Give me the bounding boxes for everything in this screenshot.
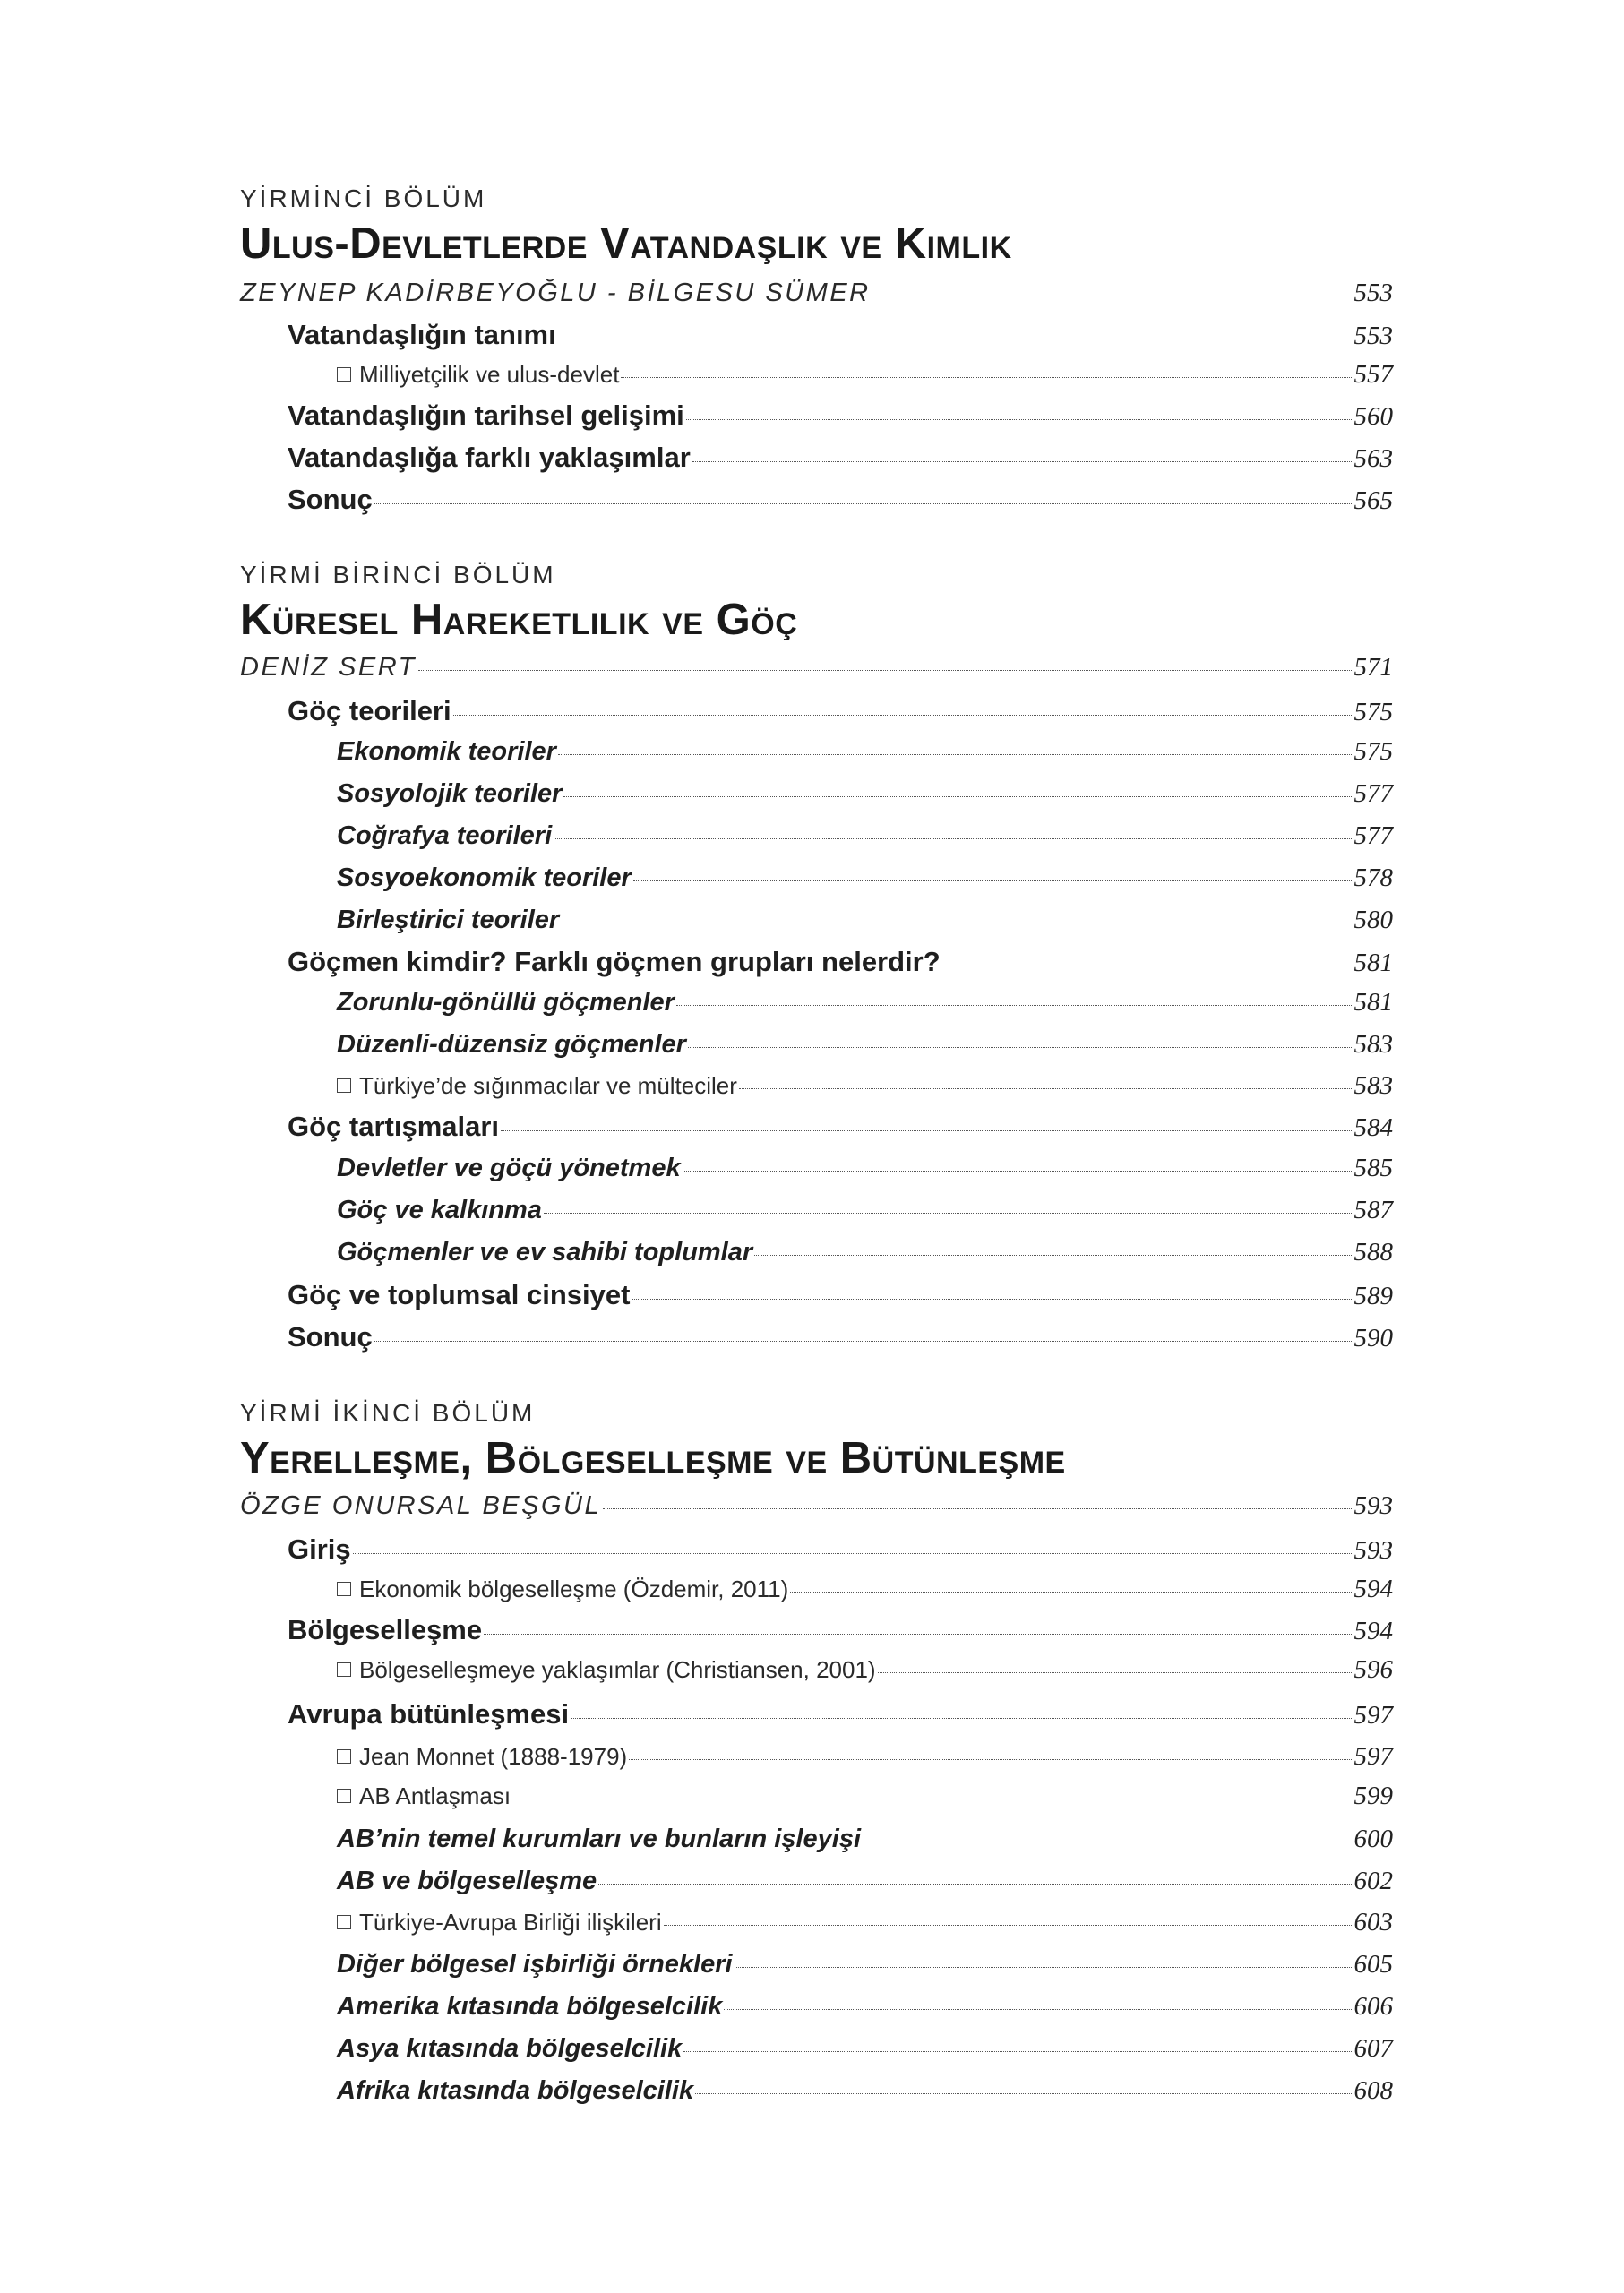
page-number: 553 bbox=[1353, 279, 1393, 307]
toc-entry[interactable] bbox=[337, 1655, 1393, 1685]
entry-label: Devletler ve göçü yönetmek bbox=[337, 1154, 681, 1182]
entry-label: AB ve bölgeselleşme bbox=[337, 1867, 597, 1895]
dot-leader bbox=[353, 1553, 1352, 1554]
dot-leader bbox=[629, 1759, 1351, 1760]
toc-entry[interactable] bbox=[337, 779, 1393, 809]
page-number: 580 bbox=[1353, 906, 1393, 934]
dot-leader bbox=[621, 377, 1351, 378]
entry-label: Milliyetçilik ve ulus-devlet bbox=[359, 361, 620, 388]
entry-label: Göçmen kimdir? Farklı göçmen grupları nelerdir? bbox=[288, 946, 941, 977]
toc-entry[interactable] bbox=[288, 399, 1393, 432]
entry-label: Sonuç bbox=[288, 484, 373, 515]
toc-entry[interactable] bbox=[337, 1575, 1393, 1604]
dot-leader bbox=[501, 1130, 1351, 1131]
toc-entry[interactable] bbox=[337, 821, 1393, 851]
page-number: 606 bbox=[1353, 1992, 1393, 2021]
page-number: 560 bbox=[1353, 402, 1393, 431]
dot-leader bbox=[790, 1592, 1351, 1593]
square-bullet-icon bbox=[337, 1749, 351, 1764]
dot-leader bbox=[724, 2009, 1351, 2010]
chapter-label: YİRMİNCİ BÖLÜM bbox=[240, 185, 487, 212]
entry-label: Sosyoekonomik teoriler bbox=[337, 863, 632, 892]
author-name: ÖZGE ONURSAL BEŞGÜL bbox=[240, 1491, 602, 1520]
entry-label: Vatandaşlığa farklı yaklaşımlar bbox=[288, 442, 691, 473]
dot-leader bbox=[754, 1255, 1351, 1256]
page-number: 583 bbox=[1353, 1071, 1393, 1100]
entry-label: Ekonomik bölgeselleşme (Özdemir, 2011) bbox=[359, 1576, 789, 1602]
entry-label: Jean Monnet (1888-1979) bbox=[359, 1743, 628, 1770]
entry-label: Diğer bölgesel işbirliği örnekleri bbox=[337, 1950, 733, 1979]
entry-label: Vatandaşlığın tanımı bbox=[288, 319, 556, 350]
page-number: 563 bbox=[1353, 444, 1393, 473]
entry-label: Afrika kıtasında bölgeselcilik bbox=[337, 2076, 694, 2105]
dot-leader bbox=[554, 838, 1351, 839]
author-name: ZEYNEP KADİRBEYOĞLU - BİLGESU SÜMER bbox=[240, 279, 871, 307]
dot-leader bbox=[683, 2051, 1351, 2052]
entry-label: Amerika kıtasında bölgeselcilik bbox=[337, 1992, 723, 2021]
entry-label: Avrupa bütünleşmesi bbox=[288, 1698, 570, 1730]
toc-entry[interactable] bbox=[337, 1992, 1393, 2022]
entry-label: Göç teorileri bbox=[288, 695, 451, 726]
toc-entry[interactable] bbox=[337, 1950, 1393, 1980]
page-number: 594 bbox=[1353, 1617, 1393, 1645]
page-number: 581 bbox=[1353, 988, 1393, 1017]
entry-label: Birleştirici teoriler bbox=[337, 906, 560, 934]
dot-leader bbox=[484, 1634, 1351, 1635]
author-name: DENİZ SERT bbox=[240, 653, 417, 682]
toc-entry[interactable] bbox=[337, 1782, 1393, 1811]
page-number: 596 bbox=[1353, 1655, 1393, 1684]
entry-label: Göçmenler ve ev sahibi toplumlar bbox=[337, 1238, 753, 1267]
dot-leader bbox=[571, 1718, 1351, 1719]
page-number: 603 bbox=[1353, 1908, 1393, 1937]
page-number: 597 bbox=[1353, 1742, 1393, 1771]
dot-leader bbox=[632, 1299, 1351, 1300]
page-number: 575 bbox=[1353, 698, 1393, 726]
toc-entry[interactable] bbox=[337, 1825, 1393, 1854]
dot-leader bbox=[374, 503, 1352, 504]
page-number: 593 bbox=[1353, 1536, 1393, 1565]
dot-leader bbox=[598, 1884, 1351, 1885]
entry-label: AB Antlaşması bbox=[359, 1782, 511, 1809]
toc-entry[interactable] bbox=[337, 1742, 1393, 1772]
chapter-title: Ulus-Devletlerde Vatandaşlık ve Kimlik bbox=[240, 219, 1012, 268]
toc-entry[interactable] bbox=[337, 1071, 1393, 1101]
toc-entry[interactable] bbox=[288, 1321, 1393, 1353]
dot-leader bbox=[544, 1213, 1352, 1214]
toc-entry[interactable] bbox=[288, 484, 1393, 516]
toc-entry[interactable] bbox=[337, 1196, 1393, 1225]
page-number: 590 bbox=[1353, 1324, 1393, 1353]
entry-label: Coğrafya teorileri bbox=[337, 821, 553, 850]
entry-label: Ekonomik teoriler bbox=[337, 737, 556, 766]
square-bullet-icon bbox=[337, 1582, 351, 1596]
page-number: 577 bbox=[1353, 821, 1393, 850]
dot-leader bbox=[603, 1508, 1351, 1509]
toc-entry[interactable] bbox=[288, 946, 1393, 978]
dot-leader bbox=[686, 419, 1352, 420]
toc-entry[interactable] bbox=[337, 1154, 1393, 1183]
chapter-label: YİRMİ BİRİNCİ BÖLÜM bbox=[240, 561, 556, 588]
toc-entry[interactable] bbox=[288, 695, 1393, 727]
dot-leader bbox=[739, 1088, 1352, 1089]
toc-author-entry[interactable] bbox=[240, 653, 1393, 683]
dot-leader bbox=[633, 880, 1352, 881]
toc-entry[interactable] bbox=[288, 442, 1393, 474]
toc-entry[interactable] bbox=[337, 863, 1393, 893]
page-number: 583 bbox=[1353, 1030, 1393, 1059]
page-number: 578 bbox=[1353, 863, 1393, 892]
page-number: 565 bbox=[1353, 486, 1393, 515]
toc-entry[interactable] bbox=[337, 360, 1393, 390]
toc-entry[interactable] bbox=[337, 1908, 1393, 1937]
chapter-label: YİRMİ İKİNCİ BÖLÜM bbox=[240, 1399, 536, 1427]
square-bullet-icon bbox=[337, 1662, 351, 1677]
page-number: 607 bbox=[1353, 2034, 1393, 2063]
toc-entry[interactable] bbox=[337, 1238, 1393, 1267]
entry-label: Asya kıtasında bölgeselcilik bbox=[337, 2034, 683, 2063]
toc-author-entry[interactable] bbox=[240, 279, 1393, 308]
page-number: 571 bbox=[1353, 653, 1393, 682]
square-bullet-icon bbox=[337, 367, 351, 382]
page-number: 597 bbox=[1353, 1701, 1393, 1730]
dot-leader bbox=[735, 1967, 1352, 1968]
page-number: 600 bbox=[1353, 1825, 1393, 1853]
toc-entry[interactable] bbox=[337, 2034, 1393, 2064]
entry-label: Bölgeselleşme bbox=[288, 1614, 483, 1645]
page-number: 557 bbox=[1353, 360, 1393, 389]
dot-leader bbox=[374, 1341, 1352, 1342]
dot-leader bbox=[664, 1925, 1352, 1926]
toc-entry[interactable] bbox=[288, 1279, 1393, 1311]
dot-leader bbox=[453, 715, 1352, 716]
toc-entry[interactable] bbox=[337, 988, 1393, 1018]
entry-label: Sosyolojik teoriler bbox=[337, 779, 563, 808]
square-bullet-icon bbox=[337, 1915, 351, 1929]
page-number: 588 bbox=[1353, 1238, 1393, 1267]
entry-label: Düzenli-düzensiz göçmenler bbox=[337, 1030, 686, 1059]
dot-leader bbox=[563, 796, 1351, 797]
toc-entry[interactable] bbox=[337, 2076, 1393, 2106]
dot-leader bbox=[695, 2093, 1351, 2094]
toc-entry[interactable] bbox=[337, 906, 1393, 935]
toc-entry[interactable] bbox=[337, 1030, 1393, 1060]
toc-author-entry[interactable] bbox=[240, 1491, 1393, 1521]
page-number: 575 bbox=[1353, 737, 1393, 766]
page-number: 581 bbox=[1353, 949, 1393, 977]
entry-label: Göç tartışmaları bbox=[288, 1111, 500, 1142]
page-number: 605 bbox=[1353, 1950, 1393, 1979]
toc-entry[interactable] bbox=[288, 1111, 1393, 1143]
chapter-title: Küresel Hareketlilik ve Göç bbox=[240, 596, 798, 644]
chapter-title: Yerelleşme, Bölgeselleşme ve Bütünleşme bbox=[240, 1434, 1066, 1482]
page-number: 577 bbox=[1353, 779, 1393, 808]
dot-leader bbox=[558, 754, 1352, 755]
entry-label: Göç ve kalkınma bbox=[337, 1196, 542, 1224]
dot-leader bbox=[676, 1005, 1352, 1006]
entry-label: Sonuç bbox=[288, 1321, 373, 1353]
entry-label: Türkiye-Avrupa Birliği ilişkileri bbox=[359, 1909, 662, 1936]
page-number: 585 bbox=[1353, 1154, 1393, 1182]
page-number: 599 bbox=[1353, 1782, 1393, 1810]
toc-entry[interactable] bbox=[288, 1533, 1393, 1566]
square-bullet-icon bbox=[337, 1789, 351, 1803]
page-number: 593 bbox=[1353, 1491, 1393, 1520]
square-bullet-icon bbox=[337, 1078, 351, 1093]
toc-entry[interactable] bbox=[288, 319, 1393, 351]
page-number: 602 bbox=[1353, 1867, 1393, 1895]
entry-label: Göç ve toplumsal cinsiyet bbox=[288, 1279, 631, 1310]
page-number: 553 bbox=[1353, 322, 1393, 350]
toc-entry[interactable] bbox=[337, 737, 1393, 767]
toc-entry[interactable] bbox=[288, 1698, 1393, 1730]
entry-label: AB’nin temel kurumları ve bunların işleyişi bbox=[337, 1825, 862, 1853]
page-number: 594 bbox=[1353, 1575, 1393, 1603]
dot-leader bbox=[688, 1047, 1352, 1048]
dot-leader bbox=[683, 1171, 1352, 1172]
entry-label: Zorunlu-gönüllü göçmenler bbox=[337, 988, 675, 1017]
entry-label: Bölgeselleşmeye yaklaşımlar (Christiansen, 2001) bbox=[359, 1656, 876, 1683]
entry-label: Giriş bbox=[288, 1533, 351, 1565]
toc-entry[interactable] bbox=[337, 1867, 1393, 1896]
page-number: 584 bbox=[1353, 1113, 1393, 1142]
page-number: 587 bbox=[1353, 1196, 1393, 1224]
dot-leader bbox=[418, 670, 1352, 671]
entry-label: Türkiye’de sığınmacılar ve mülteciler bbox=[359, 1072, 737, 1099]
toc-entry[interactable] bbox=[288, 1614, 1393, 1646]
entry-label: Vatandaşlığın tarihsel gelişimi bbox=[288, 399, 684, 431]
page-number: 589 bbox=[1353, 1282, 1393, 1310]
page-number: 608 bbox=[1353, 2076, 1393, 2105]
dot-leader bbox=[692, 461, 1352, 462]
dot-leader bbox=[878, 1672, 1352, 1673]
